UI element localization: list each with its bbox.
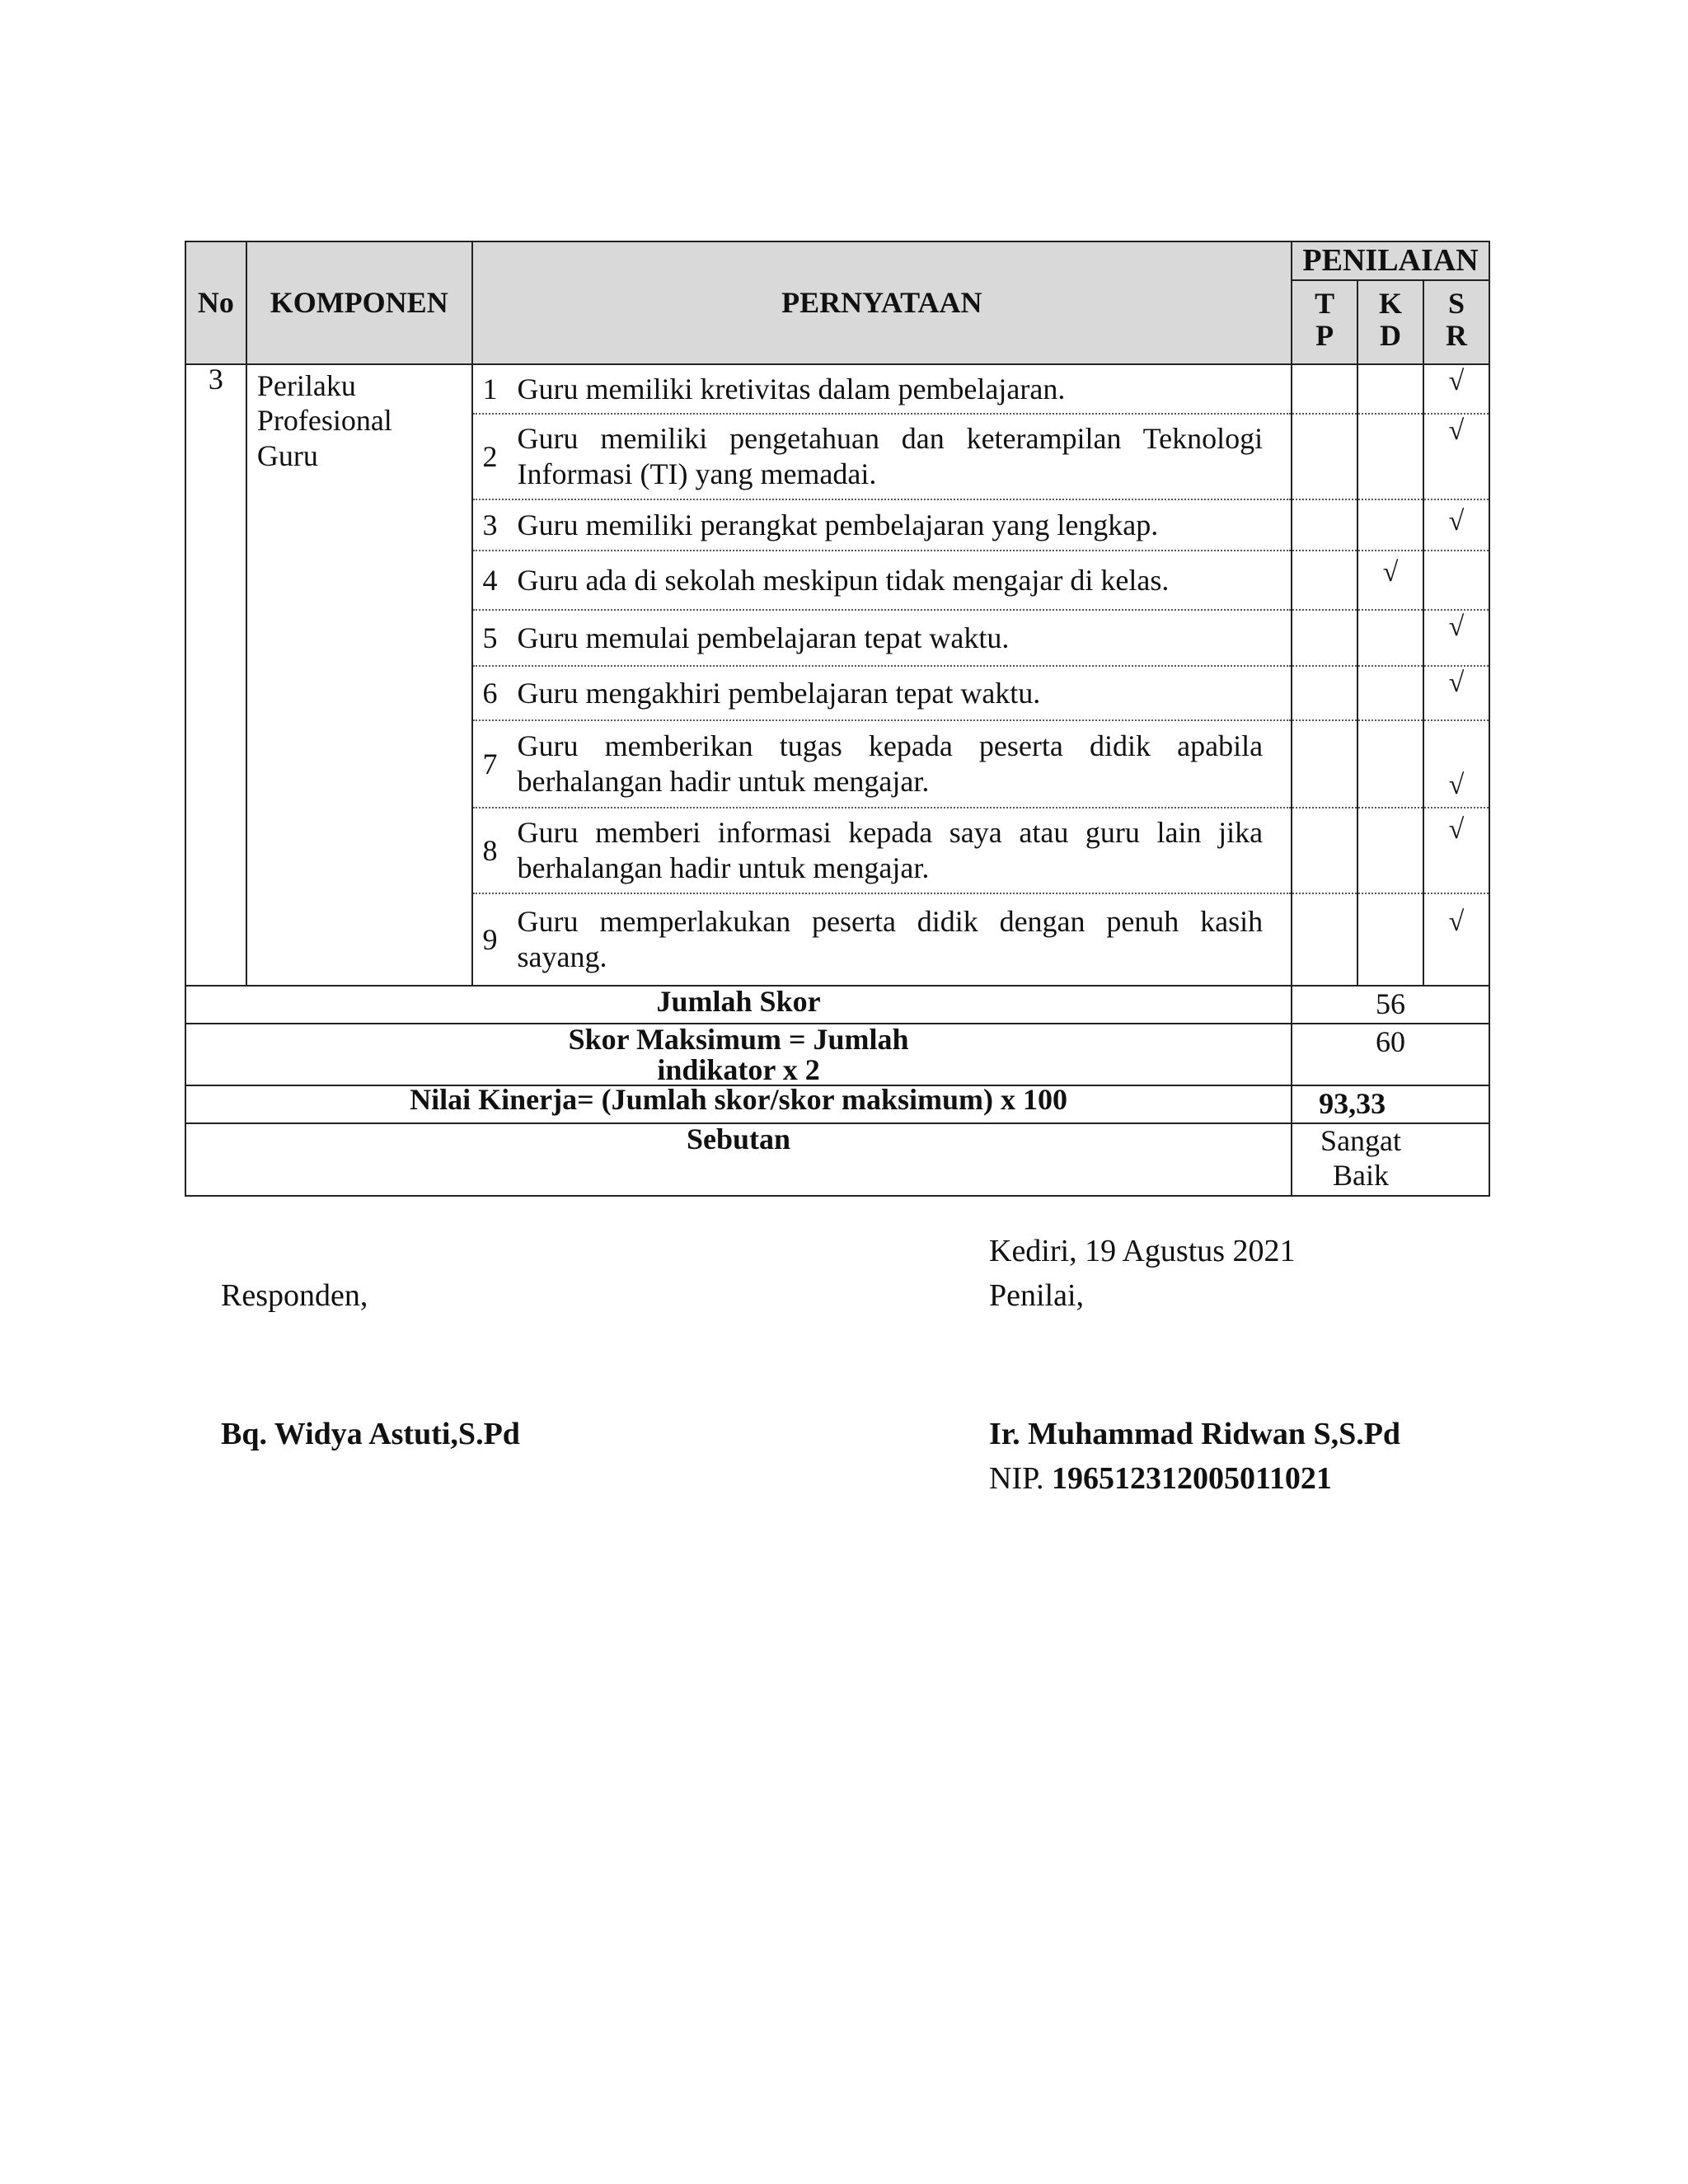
mark-tp <box>1292 551 1357 610</box>
component-name <box>246 364 472 986</box>
statement-text: Guru memperlakukan peserta didik dengan penuh kasih sayang. <box>517 905 1264 973</box>
statement-text: Guru memberi informasi kepada saya atau guru lain jika berhalangan hadir untuk mengajar. <box>517 816 1264 884</box>
header-tp-line2: P <box>1315 319 1334 353</box>
mark-kd: √ <box>1357 551 1423 610</box>
sebutan-value-line2: Baik <box>1333 1158 1390 1192</box>
mark-sr: √ <box>1423 364 1489 414</box>
component-number-text: 3 <box>208 362 223 396</box>
mark-sr: √ <box>1423 808 1489 893</box>
penilai-label: Penilai, <box>989 1278 1085 1313</box>
header-tp <box>1292 280 1357 364</box>
mark-kd <box>1357 414 1423 499</box>
summary-row-nilai <box>185 1085 1489 1123</box>
skor-maksimum-line2: indikator x 2 <box>657 1052 820 1086</box>
mark-tp <box>1292 414 1357 499</box>
mark-sr: √ <box>1423 610 1489 666</box>
penilai-name: Ir. Muhammad Ridwan S,S.Pd <box>989 1417 1401 1451</box>
statement-number: 1 <box>482 372 498 405</box>
summary-row-sebutan <box>185 1123 1489 1196</box>
mark-kd <box>1357 808 1423 893</box>
skor-maksimum-label <box>185 1024 1292 1085</box>
jumlah-skor-value: 56 <box>1292 986 1489 1024</box>
statement-number: 5 <box>482 621 498 654</box>
header-kd <box>1357 280 1423 364</box>
mark-sr: √ <box>1423 666 1489 720</box>
statement-number: 2 <box>482 439 498 473</box>
header-sr-line1: S <box>1447 286 1465 320</box>
mark-tp <box>1292 893 1357 986</box>
statement-text: Guru memberikan tugas kepada peserta didik apabila berhalangan hadir untuk mengajar. <box>517 729 1264 798</box>
component-name-line: Guru <box>256 438 318 472</box>
statement-text: Guru memiliki pengetahuan dan keterampilan Teknologi Informasi (TI) yang memadai. <box>517 422 1264 490</box>
header-tp-line1: T <box>1315 286 1335 320</box>
statement-cell <box>472 720 1292 808</box>
statement-text: Guru mengakhiri pembelajaran tepat waktu. <box>517 676 1041 710</box>
statement-cell <box>472 551 1292 610</box>
mark-kd <box>1357 893 1423 986</box>
statement-text: Guru memulai pembelajaran tepat waktu. <box>517 621 1010 654</box>
mark-kd <box>1357 720 1423 808</box>
header-pernyataan: PERNYATAAN <box>472 241 1292 364</box>
summary-row-maksimum <box>185 1024 1489 1085</box>
nilai-kinerja-value: 93,33 <box>1292 1085 1489 1123</box>
header-komponen: KOMPONEN <box>246 241 472 364</box>
responden-label: Responden, <box>221 1278 368 1313</box>
statement-number: 9 <box>482 922 498 956</box>
statement-number: 6 <box>482 676 498 710</box>
header-no: No <box>185 241 246 364</box>
statement-number: 7 <box>482 747 498 780</box>
skor-maksimum-line1: Skor Maksimum = Jumlah <box>568 1022 909 1056</box>
statement-number: 3 <box>482 508 498 541</box>
statement-row <box>185 364 1489 414</box>
header-row-1 <box>185 241 1489 280</box>
place-date: Kediri, 19 Agustus 2021 <box>989 1234 1296 1268</box>
mark-sr: √ <box>1423 720 1489 808</box>
mark-tp <box>1292 720 1357 808</box>
mark-tp <box>1292 364 1357 414</box>
nip-value: 196512312005011021 <box>1052 1461 1332 1496</box>
mark-sr: √ <box>1423 893 1489 986</box>
statement-number: 4 <box>482 563 498 597</box>
summary-row-jumlah <box>185 986 1489 1024</box>
component-name-line: Perilaku <box>256 368 356 402</box>
mark-kd <box>1357 666 1423 720</box>
statement-number: 8 <box>482 833 498 867</box>
statement-cell <box>472 414 1292 499</box>
statement-cell <box>472 808 1292 893</box>
header-kd-line2: D <box>1380 319 1402 353</box>
mark-tp <box>1292 499 1357 551</box>
statement-cell <box>472 893 1292 986</box>
statement-text: Guru memiliki kretivitas dalam pembelajaran. <box>517 372 1066 405</box>
statement-text: Guru ada di sekolah meskipun tidak mengajar di kelas. <box>517 563 1170 597</box>
skor-maksimum-value: 60 <box>1292 1024 1489 1085</box>
mark-kd <box>1357 610 1423 666</box>
mark-kd <box>1357 499 1423 551</box>
header-sr <box>1423 280 1489 364</box>
component-number <box>185 364 246 986</box>
responden-name: Bq. Widya Astuti,S.Pd <box>221 1417 520 1451</box>
statement-cell <box>472 499 1292 551</box>
sebutan-value <box>1292 1123 1489 1196</box>
mark-sr <box>1423 551 1489 610</box>
nip-label: NIP. <box>989 1461 1044 1496</box>
penilai-nip <box>989 1460 1332 1497</box>
nilai-kinerja-label: Nilai Kinerja= (Jumlah skor/skor maksimum) x 100 <box>185 1085 1292 1123</box>
sebutan-label: Sebutan <box>185 1123 1292 1196</box>
header-kd-line1: K <box>1379 286 1403 320</box>
mark-kd <box>1357 364 1423 414</box>
sebutan-value-line1: Sangat <box>1320 1124 1402 1158</box>
header-penilaian: PENILAIAN <box>1292 241 1489 280</box>
header-sr-line2: R <box>1446 319 1467 353</box>
statement-cell <box>472 364 1292 414</box>
mark-tp <box>1292 610 1357 666</box>
mark-tp <box>1292 666 1357 720</box>
component-name-line: Profesional <box>256 404 392 438</box>
statement-cell <box>472 666 1292 720</box>
statement-text: Guru memiliki perangkat pembelajaran yang lengkap. <box>517 508 1159 541</box>
mark-sr: √ <box>1423 414 1489 499</box>
mark-tp <box>1292 808 1357 893</box>
assessment-table <box>185 241 1490 1197</box>
statement-cell <box>472 610 1292 666</box>
jumlah-skor-label: Jumlah Skor <box>185 986 1292 1024</box>
mark-sr: √ <box>1423 499 1489 551</box>
